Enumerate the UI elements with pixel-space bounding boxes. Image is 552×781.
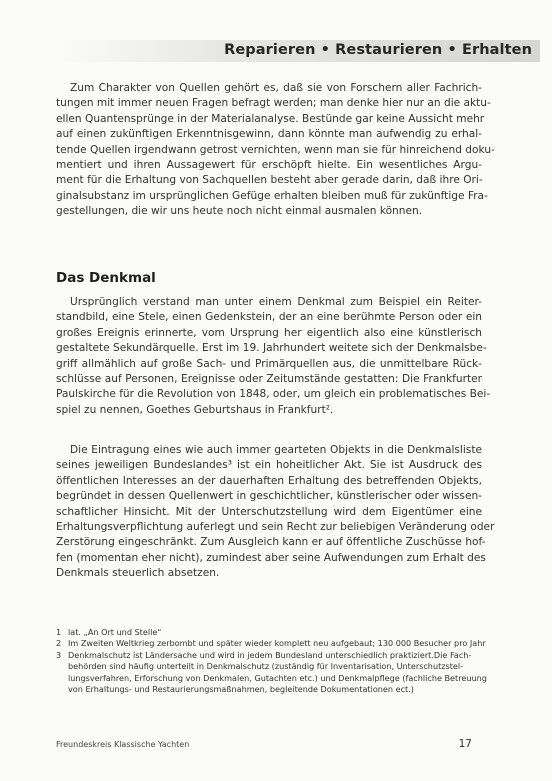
- section-heading-denkmal: Das Denkmal: [56, 270, 156, 286]
- text-line: ment für die Erhaltung von Sachquellen besteht aber gerade darin, daß ihre Ori-: [56, 174, 483, 187]
- text-line: Zum Charakter von Quellen gehört es, daß sie von Forschern aller Fachrich-: [70, 82, 482, 94]
- text-line: griff allmählich auf große Sach- und Primärquellen aus, die unmittelbare Rück-: [56, 357, 482, 370]
- text-line: mentiert und ihren Aussagewert für erschöpft hielte. Ein wesentliches Argu-: [56, 159, 482, 172]
- text-line: auf einen zukünftigen Erkenntnisgewinn, dann könnte man aufwendig zu erhal-: [56, 128, 482, 141]
- text-line: tende Quellen irgendwann getrost vernichten, wenn man sie für hinreichend doku-: [56, 143, 495, 156]
- footnote-number: 3: [56, 649, 62, 660]
- paragraph-quellen: [56, 81, 495, 220]
- footnote-2: [56, 638, 486, 649]
- text-line: gestaltete Sekundärquelle. Erst im 19. Jahrhundert weitete sich der Denkmalsbe-: [56, 342, 487, 355]
- footer-publisher: Freundeskreis Klassische Yachten: [56, 740, 190, 749]
- text-line: fen (momentan eher nicht), zumindest aber seine Aufwendungen zum Erhalt des: [56, 551, 486, 564]
- footnote-number: 1: [56, 627, 62, 637]
- footnote-text-line: lat. „An Ort und Stelle“: [68, 627, 162, 637]
- page-number: 17: [458, 738, 472, 750]
- running-header-title: Reparieren • Restaurieren • Erhalten: [224, 42, 532, 58]
- footnote-text-line: Im Zweiten Weltkrieg zerbombt und später wieder komplett neu aufgebaut; 130 000 Besucher pro Jahr: [68, 638, 486, 649]
- paragraph-denkmal-ursprung: [56, 295, 491, 418]
- text-line: Ursprünglich verstand man unter einem Denkmal zum Beispiel ein Reiter-: [70, 296, 482, 308]
- text-line: Paulskirche für die Revolution von 1848, oder, um gleich ein problematisches Bei-: [56, 388, 491, 401]
- text-line: öffentlichen Interesses an der dauerhaften Erhaltung des betreffenden Objekts,: [56, 474, 482, 487]
- footnote-3: [56, 649, 487, 696]
- footnote-text-line: von Erhaltungs- und Restaurierungsmaßnahmen, begleitende Dokumentationen ect.): [68, 684, 414, 695]
- text-line: tungen mit immer neuen Fragen befragt werden; man denke hier nur an die aktu-: [56, 97, 491, 110]
- footnote-text-line: Denkmalschutz ist Ländersache und wird in jedem Bundesland unterschiedlich praktiziert.Die Fach-: [68, 649, 472, 660]
- text-line: ginalsubstanz im ursprünglichen Gefüge erhalten bleiben muß für zukünftige Fra-: [56, 189, 488, 202]
- footnotes: [56, 627, 487, 695]
- text-line: Denkmals steuerlich absetzen.: [56, 567, 220, 580]
- text-line: spiel zu nennen, Goethes Geburtshaus in Frankfurt².: [56, 403, 334, 416]
- footnote-text-line: behörden sind häufig unterteilt in Denkmalschutz (zuständig für Inventarisation, Unterschutzstel-: [68, 661, 464, 672]
- text-line: gestellungen, die wir uns heute noch nicht einmal ausmalen können.: [56, 205, 423, 218]
- text-line: Die Eintragung eines wie auch immer gearteten Objekts in die Denkmalsliste: [70, 444, 482, 456]
- text-line: seines jeweiligen Bundeslandes³ ist ein hoheitlicher Akt. Sie ist Ausdruck des: [56, 459, 482, 472]
- text-line: schaftlicher Hinsicht. Mit der Unterschutzstellung wird dem Eigentümer eine: [56, 505, 482, 518]
- text-line: Zerstörung eingeschränkt. Zum Ausgleich kann er auf öffentliche Zuschüsse hof-: [56, 536, 486, 549]
- text-line: standbild, eine Stele, einen Gedenkstein, der an eine berühmte Person oder ein: [56, 311, 482, 324]
- text-line: begründet in dessen Quellenwert in geschichtlicher, künstlerischer oder wissen-: [56, 490, 482, 503]
- footnote-number: 2: [56, 638, 62, 649]
- footnote-text-line: lungsverfahren, Erforschung von Denkmalen, Gutachten etc.) und Denkmalpflege (fachliche Betreuung: [68, 672, 487, 683]
- text-line: großes Ereignis erinnerte, vom Ursprung her eigentlich also eine künstlerisch: [56, 326, 482, 339]
- text-line: Erhaltungsverpflichtung auferlegt und sein Recht zur beliebigen Veränderung oder: [56, 521, 495, 534]
- footnote-1: [56, 627, 482, 638]
- text-line: schlüsse auf Personen, Ereignisse oder Zeitumstände gestatten: Die Frankfurter: [56, 373, 482, 386]
- text-line: ellen Quantensprünge in der Materialanalyse. Bestünde gar keine Aussicht mehr: [56, 112, 485, 125]
- paragraph-denkmalsliste: [56, 443, 495, 582]
